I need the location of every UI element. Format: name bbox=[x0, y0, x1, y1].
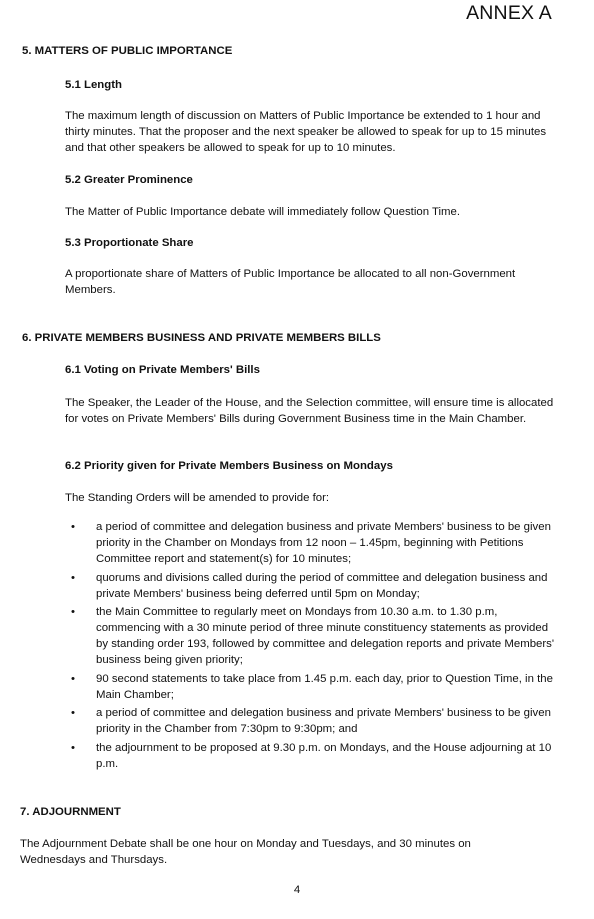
section-6-2-heading: 6.2 Priority given for Private Members Business on Mondays bbox=[65, 460, 393, 472]
section-7-text: The Adjournment Debate shall be one hour on Monday and Tuesdays, and 30 minutes on Wednesdays and Thursdays. bbox=[20, 838, 471, 866]
bullet-icon: • bbox=[71, 521, 75, 533]
bullet-icon: • bbox=[71, 707, 75, 720]
list-item: • a period of committee and delegation business and private Members' business to be given priority in the Chamber from 7:30pm to 9:30pm; and bbox=[71, 707, 551, 736]
section-5-3-text: A proportionate share of Matters of Public Importance be allocated to all non-Government Members. bbox=[65, 268, 516, 296]
section-6-2-intro: The Standing Orders will be amended to provide for: bbox=[65, 492, 330, 504]
section-6-1-heading: 6.1 Voting on Private Members' Bills bbox=[65, 364, 260, 376]
section-5-2-text: The Matter of Public Importance debate will immediately follow Question Time. bbox=[65, 206, 461, 218]
annex-label: ANNEX A bbox=[466, 2, 552, 24]
section-7-heading: 7. ADJOURNMENT bbox=[20, 806, 121, 818]
bullet-icon: • bbox=[71, 606, 75, 619]
section-5-2-heading: 5.2 Greater Prominence bbox=[65, 174, 193, 186]
list-item: • 90 second statements to take place from 1.45 p.m. each day, prior to Question Time, in the Main Chamber; bbox=[71, 672, 553, 701]
list-item: • the adjournment to be proposed at 9.30 p.m. on Mondays, and the House adjourning at 10 p.m. bbox=[71, 741, 552, 770]
section-5-1-text: The maximum length of discussion on Matters of Public Importance be extended to 1 hour and thirty minutes. That the proposer and the next speaker be allowed to speak for up to 15 minutes and that other speakers be allowed to speak for up to 10 minutes. bbox=[65, 110, 547, 154]
list-item: • the Main Committee to regularly meet on Mondays from 10.30 a.m. to 1.30 p.m, commencing with a 30 minute period of three minute constituency statements as provided by standing order 193, followed by committee and delegation reports and private Members' business being given priority; bbox=[71, 606, 555, 667]
provisions-list bbox=[62, 519, 562, 775]
section-6-1-text: The Speaker, the Leader of the House, and the Selection committee, will ensure time is allocated for votes on Private Members' Bills during Government Business time in the Main Chamber. bbox=[65, 397, 554, 425]
section-5-1-heading: 5.1 Length bbox=[65, 79, 122, 91]
list-item: • quorums and divisions called during the period of committee and delegation business and private Members' business being deferred until 5pm on Monday; bbox=[71, 571, 548, 600]
bullet-icon: • bbox=[71, 741, 75, 754]
bullet-icon: • bbox=[71, 672, 75, 685]
section-6-heading: 6. PRIVATE MEMBERS BUSINESS AND PRIVATE MEMBERS BILLS bbox=[22, 332, 381, 344]
section-5-heading: 5. MATTERS OF PUBLIC IMPORTANCE bbox=[22, 45, 233, 57]
page-number: 4 bbox=[293, 884, 301, 896]
list-item: • a period of committee and delegation business and private Members' business to be given priority in the Chamber on Mondays from 12 noon – 1.45pm, beginning with Petitions Committee report and statement(s) for 10 minutes; bbox=[71, 521, 551, 565]
section-5-3-heading: 5.3 Proportionate Share bbox=[65, 237, 194, 249]
bullet-icon: • bbox=[71, 571, 75, 584]
